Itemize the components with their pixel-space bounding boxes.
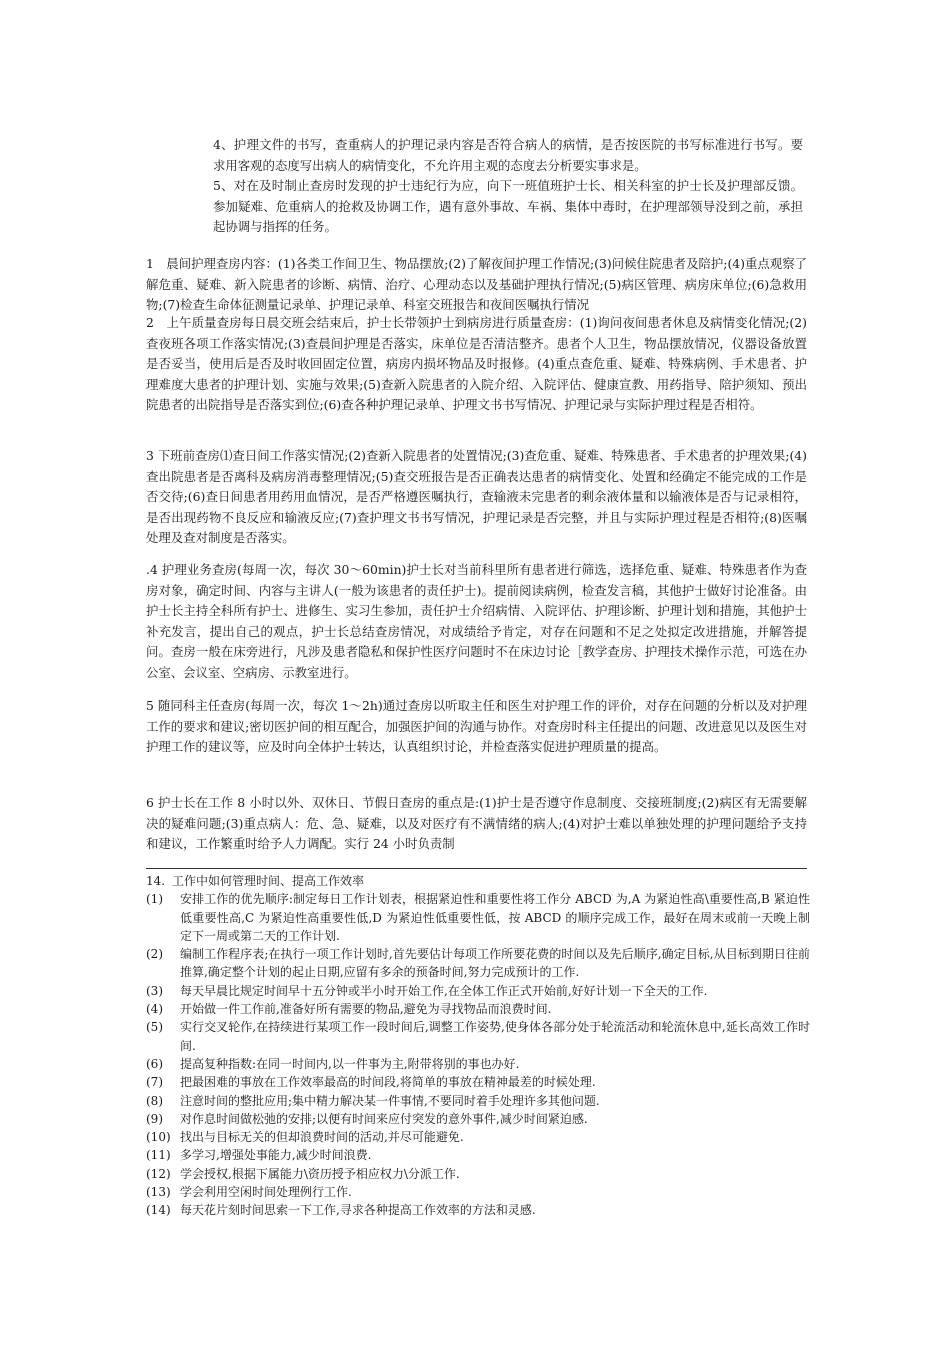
top-item-5: 5、对在及时制止查房时发现的护士违纪行为应，向下一班值班护士长、相关科室的护士长及护理部反馈。参加疑难、危重病人的抢救及协调工作，遇有意外事故、车祸、集体中毒时，在护理部领导没到之前，承担起协调与指挥的任务。 xyxy=(213,178,803,234)
top-item-4: 4、护理文件的书写，查重病人的护理记录内容是否符合病人的病情，是否按医院的书写标准进行书写。要求用客观的态度写出病人的病情变化，不允许用主观的态度去分析要实事求是。 xyxy=(213,137,803,173)
list-item: (8) 注意时间的整批应用;集中精力解决某一件事情,不要同时着手处理许多其他问题. xyxy=(146,1093,600,1108)
list-item: (14) 每天花片刻时间思索一下工作,寻求各种提高工作效率的方法和灵感. xyxy=(146,1203,536,1218)
list-item: (1) 安排工作的优先顺序:制定每日工作计划表，根据紧迫性和重要性将工作分 ABCD 为,A 为紧迫性高\重要性高,B 紧迫性低重要性高,C 为紧迫性高重要性低,D 为紧迫性低重要性低，按 ABCD 的顺序完成工作，最好在周末或前一天晚上制定下一周或第二天的工作计划. xyxy=(146,892,810,943)
list-item: (6) 提高复种指数:在同一时间内,以一件事为主,附带将别的事也办好. xyxy=(146,1056,520,1071)
list-item: (4) 开始做一件工作前,准备好所有需要的物品,避免为寻找物品而浪费时间. xyxy=(146,1002,552,1017)
paragraph-nursing-rounds: .4 护理业务查房(每周一次，每次 30～60min)护士长对当前科里所有患者进行筛选，选择危重、疑难、特殊患者作为查房对象，确定时间、内容与主讲人(一般为该患者的责任护士)。提前阅读病例，检查发言稿，其他护士做好讨论准备。由护士长主持全科所有护士、进修生、实习生参加，责任护士介绍病情、入院评估、护理诊断、护理计划和措施，其他护士补充发言，提出自己的观点，护士长总结查房情况，对成绩给予肯定，对存在问题和不足之处拟定改进措施，并解答提问。查房一般在床旁进行，凡涉及患者隐私和保护性医疗问题时不在床边讨论［教学查房、护理技术操作示范，可选在办公室、会议室、空病房、示教室进行。 xyxy=(146,562,807,680)
list-item: (7) 把最困难的事放在工作效率最高的时间段,将简单的事放在精神最差的时候处理. xyxy=(146,1075,596,1090)
list-item: (5) 实行交叉轮作,在持续进行某项工作一段时间后,调整工作姿势,使身体各部分处于轮流活动和轮流休息中,延长高效工作时间. xyxy=(146,1020,810,1053)
paragraph-quality-rounds: 2 上午质量查房每日晨交班会结束后，护士长带领护士到病房进行质量查房：(1)询问夜间患者休息及病情变化情况;(2)查夜班各项工作落实情况;(3)查晨间护理是否落实，床单位是否清洁整齐。患者个人卫生，物品摆放情况，仪器设备放置是否妥当，使用后是否及时收回固定位置，病房内损坏物品及时报修。(4)重点查危重、疑难、特殊病例、手术患者、护理难度大患者的护理计划、实施与效果;(5)查新入院患者的入院介绍、入院评估、健康宣教、用药指导、陪护须知、预出院患者的出院指导是否落实到位;(6)查各种护理记录单、护理文书书写情况、护理记录与实际护理过程是否相符。 xyxy=(146,315,807,412)
list-item: (11) 多学习,增强处事能力,减少时间浪费. xyxy=(146,1148,372,1163)
time-management-list xyxy=(146,872,810,1220)
list-item: (13) 学会利用空闲时间处理例行工作. xyxy=(146,1185,352,1200)
section-heading: 14. 工作中如何管理时间、提高工作效率 xyxy=(146,872,810,890)
section-divider xyxy=(146,868,807,869)
list-item: (12) 学会授权,根据下属能力\资历授予相应权力\分派工作. xyxy=(146,1166,460,1181)
paragraph-pre-shift-rounds: 3 下班前查房⑴查日间工作落实情况;(2)查新入院患者的处置情况;(3)查危重、疑难、特殊患者、手术患者的护理效果;(4)查出院患者是否离科及病房消毒整理情况;(5)查交班报告是否正确表达患者的病情变化、处置和经确定不能完成的工作是否交待;(6)查日间患者用药用血情况，是否严格遵医嘱执行，查输液未完患者的剩余液体量和以输液体是否与记录相符，是否出现药物不良反应和输液反应;(7)查护理文书书写情况，护理记录是否完整，并且与实际护理过程是否相符;(8)医嘱处理及查对制度是否落实。 xyxy=(146,448,807,545)
list-item: (10) 找出与目标无关的但却浪费时间的活动,并尽可能避免. xyxy=(146,1130,464,1145)
section-title: 工作中如何管理时间、提高工作效率 xyxy=(172,874,365,888)
paragraph-off-hours-rounds: 6 护士长在工作 8 小时以外、双休日、节假日查房的重点是:(1)护士是否遵守作息制度、交接班制度;(2)病区有无需要解决的疑难问题;(3)重点病人：危、急、疑难，以及对医疗有不满情绪的病人;(4)对护士难以单独处理的护理问题给予支持和建议，工作繁重时给予人力调配。实行 24 小时负责制 xyxy=(146,795,807,851)
list-item: (3) 每天早晨比规定时间早十五分钟或半小时开始工作,在全体工作正式开始前,好好计划一下全天的工作. xyxy=(146,983,708,998)
list-item: (9) 对作息时间做松弛的安排;以便有时间来应付突发的意外事件,减少时间紧迫感. xyxy=(146,1111,588,1126)
paragraph-director-rounds: 5 随同科主任查房(每周一次，每次 1～2h)通过查房以听取主任和医生对护理工作的评价，对存在问题的分析以及对护理工作的要求和建议;密切医护间的相互配合，加强医护间的沟通与协作。对查房时科主任提出的问题、改进意见以及医生对护理工作的建议等，应及时向全体护士转达，认真组织讨论，并检查落实促进护理质量的提高。 xyxy=(146,698,807,754)
list-item: (2) 编制工作程序表;在执行一项工作计划时,首先要估计每项工作所要花费的时间以及先后顺序,确定目标,从目标到期日往前推算,确定整个计划的起止日期,应留有多余的预备时间,努力完成预计的工作. xyxy=(146,947,810,980)
paragraph-morning-rounds: 1 晨间护理查房内容：(1)各类工作间卫生、物品摆放;(2)了解夜间护理工作情况;(3)问候住院患者及陪护;(4)重点观察了解危重、疑难、新入院患者的诊断、病情、治疗、心理动态以及基础护理执行情况;(5)病区管理、病房床单位;(6)急救用物;(7)检查生命体征测量记录单、护理记录单、科室交班报告和夜间医嘱执行情况 xyxy=(146,256,807,312)
